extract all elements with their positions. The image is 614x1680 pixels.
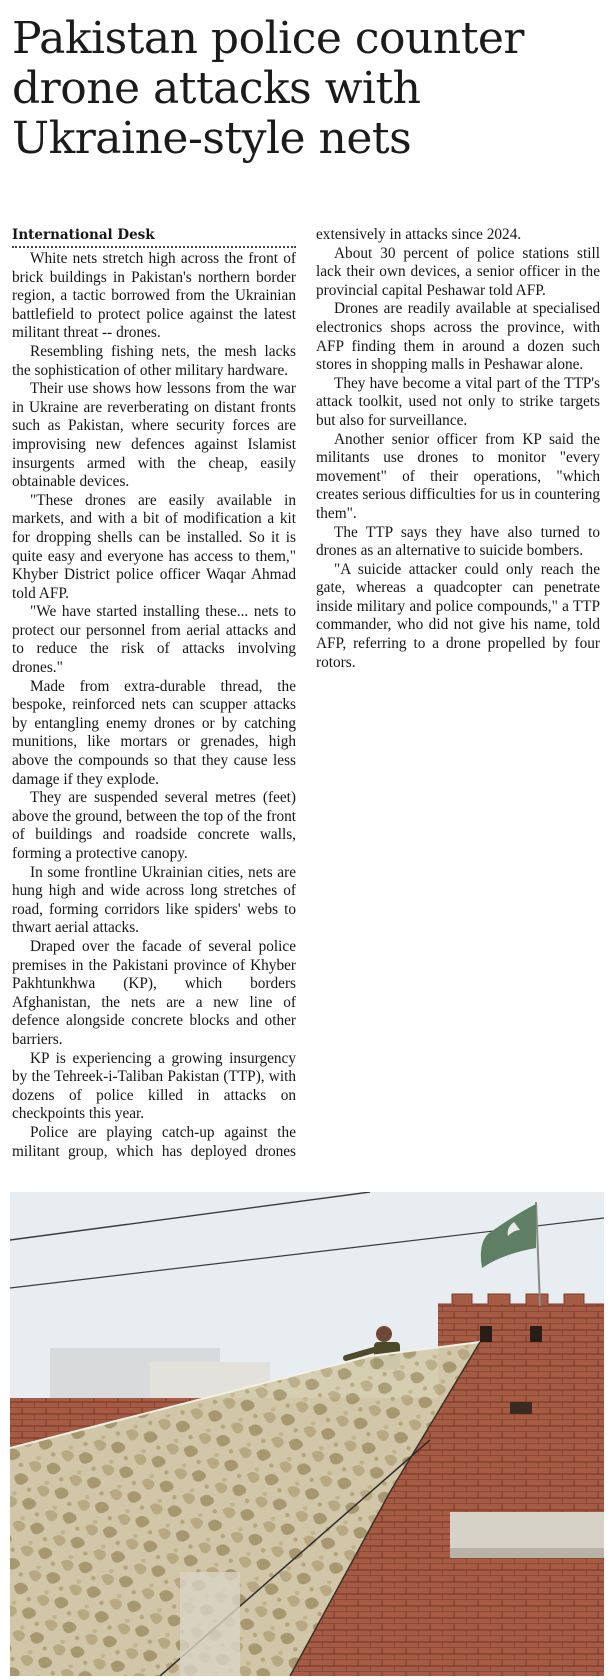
paragraph-13: Drones are readily available at specialised electronics shops across the province, with AFP finding them in around a dozen such stores in shopping malls in Peshawar alone.	[316, 300, 600, 374]
paragraph-10: KP is experiencing a growing insurgency by the Tehreek-i-Taliban Pakistan (TTP), with dozens of police killed in attacks on checkpoints this year.	[12, 1049, 296, 1123]
paragraph-7: They are suspended several metres (feet) above the ground, between the top of the front of buildings and roadside concrete walls, forming a protective canopy.	[12, 789, 296, 862]
paragraph-1: White nets stretch high across the front of brick buildings in Pakistan's northern border region, a tactic borrowed from the Ukrainian battlefield to protect police against the latest militant threat -- drones.	[12, 250, 296, 342]
paragraph-16: The TTP says they have also turned to drones as an alternative to suicide bombers.	[316, 523, 600, 560]
paragraph-3: Their use shows how lessons from the war in Ukraine are reverberating on distant fronts such as Pakistan, where security forces are improvising new defences against Islamist insurgents armed with the cheap, easily obtainable devices.	[12, 380, 296, 491]
paragraph-6: Made from extra-durable thread, the bespoke, reinforced nets can scupper attacks by entangling enemy drones or by catching munitions, like mortars or grenades, high above the compounds so that they cause less damage if they explode.	[12, 677, 296, 788]
paragraph-5: "We have started installing these... nets to protect our personnel from aerial attacks and to reduce the risk of attacks involving drones."	[12, 603, 296, 677]
paragraph-4: "These drones are easily available in markets, and with a bit of modification a kit for dropping shells can be installed. So it is quite easy and everyone has access to them," Khyber District police officer Waqar Ahmad told AFP.	[12, 491, 296, 602]
police-building-with-camouflage-net-photo	[10, 1192, 604, 1676]
paragraph-14: They have become a vital part of the TTP's attack toolkit, used not only to strike targets but also for surveillance.	[316, 374, 600, 429]
paragraph-8: In some frontline Ukrainian cities, nets are hung high and wide across long stretches of road, forming corridors like spiders' webs to thwart aerial attacks.	[12, 863, 296, 937]
paragraph-12: About 30 percent of police stations still lack their own devices, a senior officer in the provincial capital Peshawar told AFP.	[316, 244, 600, 299]
paragraph-17: "A suicide attacker could only reach the gate, whereas a quadcopter can penetrate inside military and police compounds," a TTP commander, who did not give his name, told AFP, referring to a drone propelled by four rotors.	[316, 560, 600, 671]
paragraph-11: Police are playing catch-up against the militant group, which has deployed drones extensively in attacks since 2024.	[12, 226, 522, 1160]
paragraph-2: Resembling fishing nets, the mesh lacks the sophistication of other military hardware.	[12, 342, 296, 379]
headline: Pakistan police counter drone attacks with Ukraine-style nets	[12, 13, 524, 164]
concrete-ledge	[450, 1512, 604, 1548]
byline: International Desk	[12, 226, 296, 248]
article-body	[12, 226, 600, 1176]
paragraph-15: Another senior officer from KP said the militants use drones to monitor "every movement" of their operations, "which creates serious difficulties for us in countering them".	[316, 430, 600, 522]
paragraph-9: Draped over the facade of several police premises in the Pakistani province of Khyber Pakhtunkhwa (KP), which borders Afghanistan, the nets are a new line of defence alongside concrete blocks and other barriers.	[12, 937, 296, 1048]
